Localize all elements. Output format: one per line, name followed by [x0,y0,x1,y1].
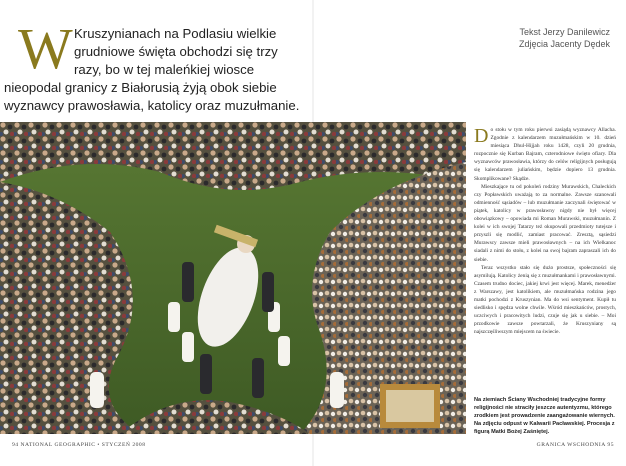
article-body [474,126,616,336]
procession-photo [0,122,466,434]
article-paragraph: Mieszkające tu od pokoleń rodziny Murawskich, Chaleckich czy Popławskich uważają to za normalne. Zawsze szanowali odmienność sąsiadów – lub muzułmanie zaczynali świętować w piątek, katolicy w prawosławny nigdy nie był więcej obowiązkowy – opowiada mi Roman Murawski, muzułmanin. Z kolei w ich swojej Tatarzy też okupowali przedmioty tutejsze i przyszli się modlić, zamiast pracować. Zresztą, sąsiedzi Murawscy zawsze mieli prawosławnych – na ich Wielkanoc siadali z nimi do stołu, z kolei na swoj bajram zapraszali ich do siebie. [474,183,616,263]
headline-line: wyznawcy prawosławia, katolicy oraz muzułmanie. [4,98,300,113]
article-paragraph: Teraz wszystko stało się dużo prostsze, społeczności się asymilują. Katolicy żenią się z muzułmankami i prawosławnymi. Czasem trudno dociec, jakiej krwi jest więcej. Marek, menedżer z Warszawy, jest katolikiem, ale muzułmańska rodzina jego matki pochodzi z Kruszynian. Ma do wsi sentyment. Kupił tu siedlisko i spędza wolne chwile. Wśród mieszkańców, prostych, uczciwych i pracowitych ludzi, czuje się jak u siebie. – Moi przodkowie zawsze powtarzali, że Kruszyniany są najszczęśliwszym miejscem na świecie. [474,264,616,336]
headline-line: grudniowe święta obchodzi się trzy [74,44,278,59]
headline [4,25,314,115]
headline-line: Kruszynianach na Podlasiu wielkie [74,26,277,41]
procession-photo-illustration [0,122,466,434]
article-paragraph [474,126,616,183]
headline-line: razy, bo w tej maleńkiej wiosce [74,62,255,77]
folio-right: GRANICA WSCHODNIA 95 [536,442,614,448]
article-dropcap: D [474,125,489,147]
headline-dropcap: W [18,16,73,81]
article-credits [519,26,610,50]
article-paragraph-text: o stołu w tym roku pierwsi zasiądą wyznawcy Allacha. Zgodnie z kalendarzem muzułmańskim w 10. dzień miesiąca Dhul-Hijjah roku 1428, czyli 20 grudnia, rozpocznie się Kurban Bajram, czterodniowe święto ofiary. Dla wyznawców prawosławia, którzy do celów religijnych posługują się kalendarzem juliańskim, będzie dopiero 13 grudnia. Skomplikowane? Skądże. [474,127,616,182]
text-credit: Tekst Jerzy Danilewicz [519,27,610,37]
folio-left: 94 NATIONAL GEOGRAPHIC • STYCZEŃ 2008 [12,442,146,448]
photo-credit: Zdjęcia Jacenty Dędek [518,39,610,49]
photo-caption: Na ziemiach Ściany Wschodniej tradycyjne formy religijności nie straciły jeszcze autentyzmu, którego zrodkiem jest prowadzenie zaangażowanie wiernych. Na zdjęciu odpust w Kalwarii Pacławskiej. Procesja z figurą Matki Bożej Zaśniętej. [474,397,615,435]
headline-line: nieopodal granicy z Białorusią żyją obok siebie [4,80,277,95]
